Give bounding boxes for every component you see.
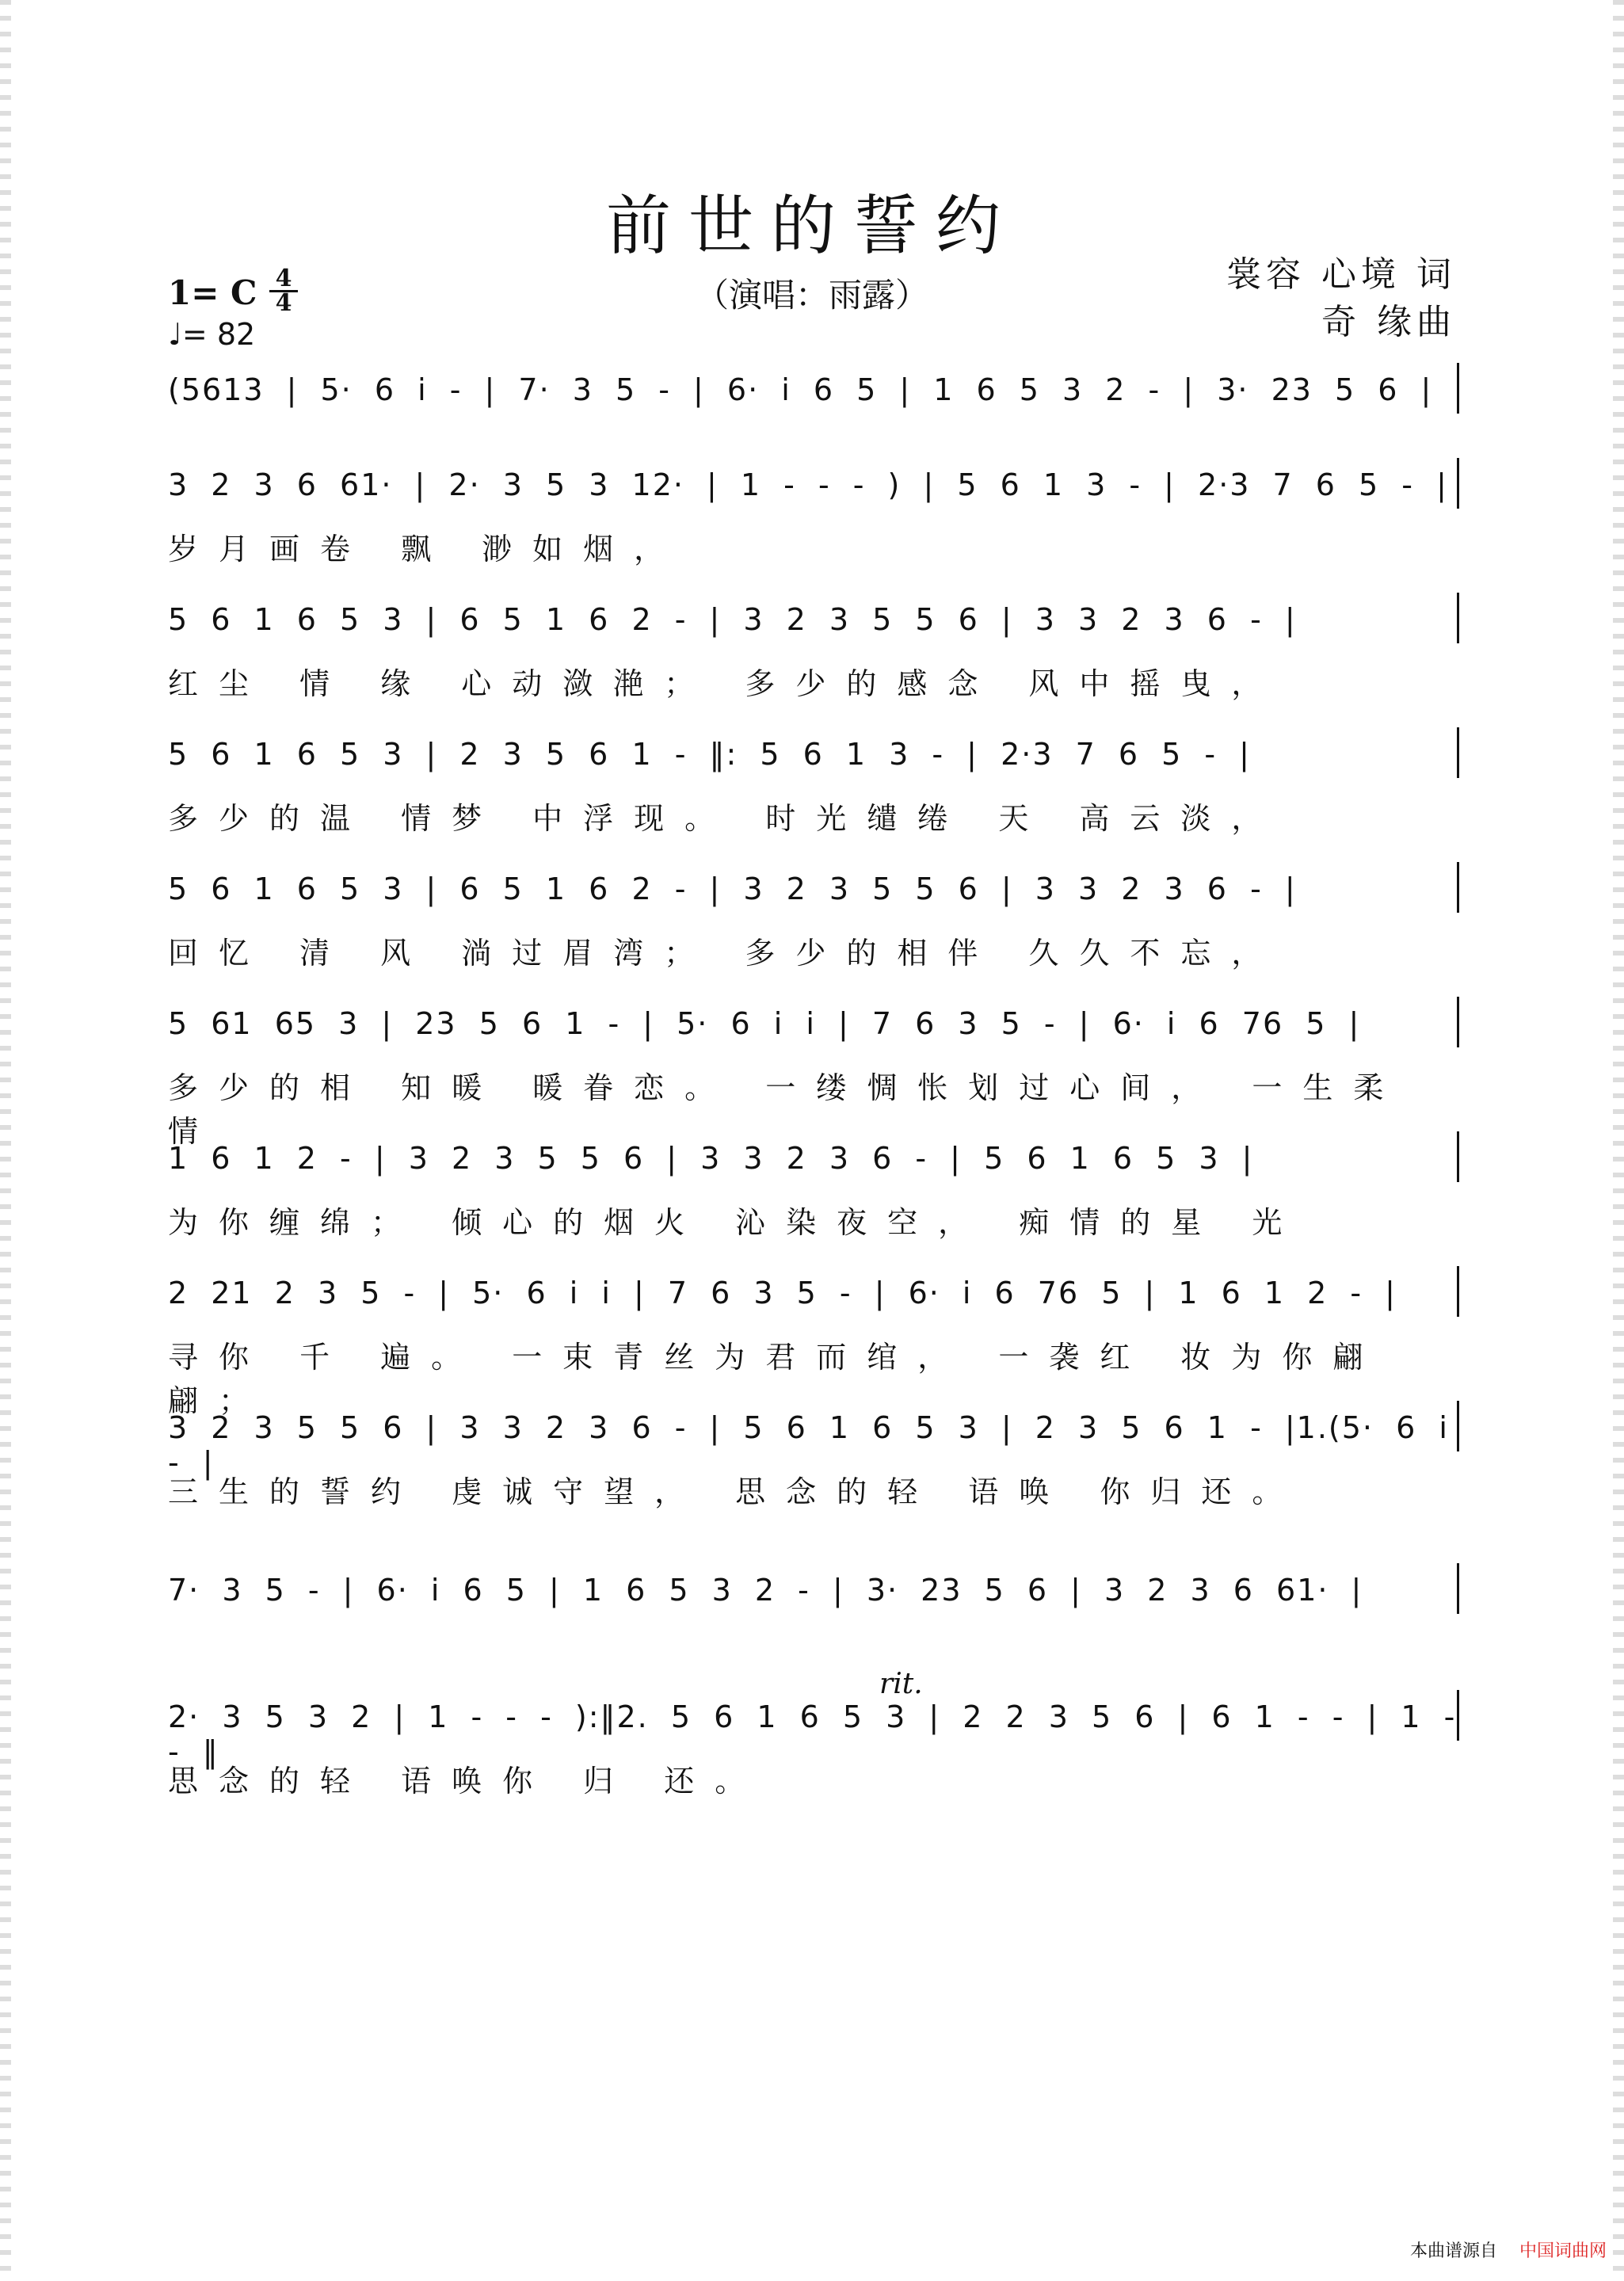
system-end-barline	[1457, 1131, 1459, 1182]
system-notes: (5613 | 5· 6 i - | 7· 3 5 - | 6· i 6 5 | 1 6 5 3 2 - | 3· 23 5 6 |	[168, 372, 1433, 407]
performer: （演唱：雨露）	[695, 276, 928, 315]
right-edge-watermark	[1613, 0, 1624, 2281]
system-lyrics: 思念的轻 语唤你 归 还。	[168, 1764, 766, 1798]
system-notes: 5 6 1 6 5 3 | 6 5 1 6 2 - | 3 2 3 5 5 6 | 3 3 2 3 6 - |	[168, 602, 1297, 637]
system-notes: 3 2 3 6 61· | 2· 3 5 3 12· | 1 - - - ) | 5 6 1 3 - | 2·3 7 6 5 - |	[168, 467, 1448, 502]
system-end-barline	[1457, 1266, 1459, 1317]
system-notes: 3 2 3 5 5 6 | 3 3 2 3 6 - | 5 6 1 6 5 3 | 2 3 5 6 1 - |1.(5· 6 i - |	[168, 1410, 1449, 1480]
song-title: 前世的誓约	[605, 189, 1018, 264]
system-lyrics: 寻你 千 遍。 一束青丝为君而绾， 一袭红 妆为你翩翩；	[168, 1340, 1384, 1418]
system-lyrics: 红尘 情 缘 心动潋滟； 多少的感念 风中摇曳，	[168, 666, 1283, 701]
system-end-barline	[1457, 862, 1459, 913]
system-lyrics: 为你缠绵； 倾心的烟火 沁染夜空， 痴情的星 光	[168, 1205, 1303, 1240]
system-lyrics: 多少的相 知暖 暖眷恋。 一缕惆怅划过心间， 一生柔 情	[168, 1070, 1405, 1149]
composer-credit: 奇 缘曲	[1321, 302, 1456, 342]
system-end-barline	[1457, 363, 1459, 414]
system-end-barline	[1457, 593, 1459, 643]
system-lyrics: 岁月画卷 飘 渺如烟，	[168, 532, 685, 566]
lyricist-credit: 裳容 心境 词	[1226, 254, 1456, 295]
system-end-barline	[1457, 997, 1459, 1047]
system-notes: 5 6 1 6 5 3 | 6 5 1 6 2 - | 3 2 3 5 5 6 | 3 3 2 3 6 - |	[168, 872, 1297, 906]
system-end-barline	[1457, 727, 1459, 778]
time-signature: 4 4	[269, 268, 298, 315]
system-end-barline	[1457, 1563, 1459, 1614]
system-lyrics: 回忆 清 风 淌过眉湾； 多少的相伴 久久不忘，	[168, 936, 1283, 971]
system-notes: 2· 3 5 3 2 | 1 - - - ):‖2. 5 6 1 6 5 3 | 2 2 3 5 6 | 6 1 - - | 1 - - ‖	[168, 1699, 1457, 1769]
system-end-barline	[1457, 1690, 1459, 1741]
system-notes: 1 6 1 2 - | 3 2 3 5 5 6 | 3 3 2 3 6 - | 5 6 1 6 5 3 |	[168, 1141, 1254, 1176]
system-notes: 5 61 65 3 | 23 5 6 1 - | 5· 6 i i | 7 6 3 5 - | 6· i 6 76 5 |	[168, 1006, 1361, 1041]
footer-source: 本曲谱源自	[1409, 2241, 1497, 2261]
system-end-barline	[1457, 458, 1459, 509]
footer-site-link[interactable]: 中国词曲网	[1519, 2241, 1607, 2261]
system-notes: 5 6 1 6 5 3 | 2 3 5 6 1 - ‖: 5 6 1 3 - | 2·3 7 6 5 - |	[168, 737, 1251, 772]
left-edge-watermark	[0, 0, 11, 2281]
key-signature: 1= C	[168, 273, 257, 312]
system-notes: 2 21 2 3 5 - | 5· 6 i i | 7 6 3 5 - | 6· i 6 76 5 | 1 6 1 2 - |	[168, 1276, 1397, 1310]
system-lyrics: 三生的誓约 虔诚守望， 思念的轻 语唤 你归还。	[168, 1474, 1303, 1509]
tempo-marking: ♩= 82	[168, 317, 256, 352]
system-notes: 7· 3 5 - | 6· i 6 5 | 1 6 5 3 2 - | 3· 23 5 6 | 3 2 3 6 61· |	[168, 1573, 1363, 1608]
ritardando-marking: rit.	[879, 1668, 923, 1700]
system-lyrics: 多少的温 情梦 中浮现。 时光缱绻 天 高云淡，	[168, 801, 1283, 836]
system-end-barline	[1457, 1401, 1459, 1451]
